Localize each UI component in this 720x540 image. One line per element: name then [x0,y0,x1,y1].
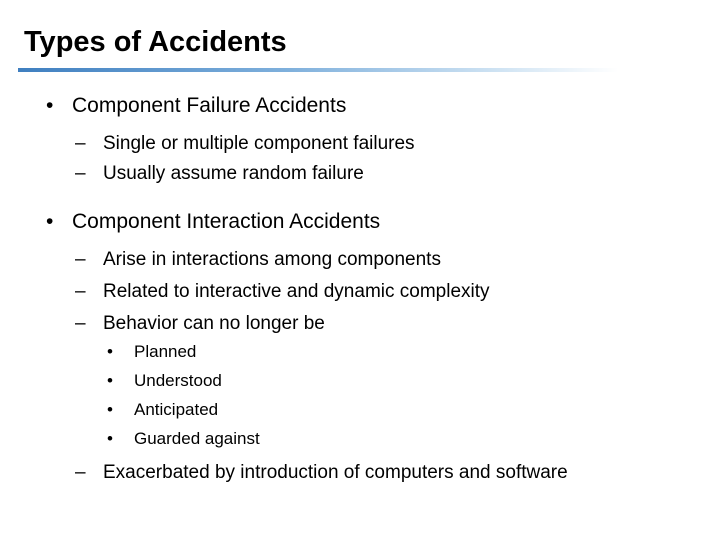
bullet-text: Component Interaction Accidents [72,210,381,233]
bullet-text: Component Failure Accidents [72,94,347,117]
dash-marker: – [75,313,86,334]
title-underline [18,68,618,72]
sub-bullet-arise-in-interactions [75,249,441,272]
sub-bullet-text: Behavior can no longer be [103,313,325,334]
bullet-component-failure-accidents [46,93,347,118]
sub-sub-bullet-understood [107,371,222,391]
sub-bullet-behavior-no-longer [75,313,325,336]
bullet-marker: • [46,210,54,233]
bullet-marker: • [107,429,113,448]
sub-sub-bullet-planned [107,342,197,362]
sub-bullet-text: Related to interactive and dynamic complexity [103,281,490,302]
sub-bullet-text: Arise in interactions among components [103,249,441,270]
bullet-marker: • [46,94,54,117]
sub-sub-bullet-text: Understood [134,371,222,390]
sub-bullet-text: Exacerbated by introduction of computers and software [103,462,568,483]
slide-title: Types of Accidents [24,26,287,58]
bullet-marker: • [107,371,113,390]
sub-bullet-text: Usually assume random failure [103,163,364,184]
sub-sub-bullet-text: Anticipated [134,400,219,419]
sub-bullet-exacerbated-by-computers [75,462,568,485]
dash-marker: – [75,163,86,184]
dash-marker: – [75,462,86,483]
bullet-component-interaction-accidents [46,209,381,234]
sub-sub-bullet-text: Planned [134,342,197,361]
sub-bullet-random-failure [75,163,364,186]
dash-marker: – [75,249,86,270]
sub-sub-bullet-guarded-against [107,429,260,449]
sub-sub-bullet-anticipated [107,400,219,420]
sub-bullet-text: Single or multiple component failures [103,133,415,154]
sub-bullet-related-to-complexity [75,281,490,304]
dash-marker: – [75,281,86,302]
dash-marker: – [75,133,86,154]
bullet-marker: • [107,342,113,361]
sub-sub-bullet-text: Guarded against [134,429,260,448]
bullet-marker: • [107,400,113,419]
sub-bullet-single-or-multiple [75,133,415,156]
